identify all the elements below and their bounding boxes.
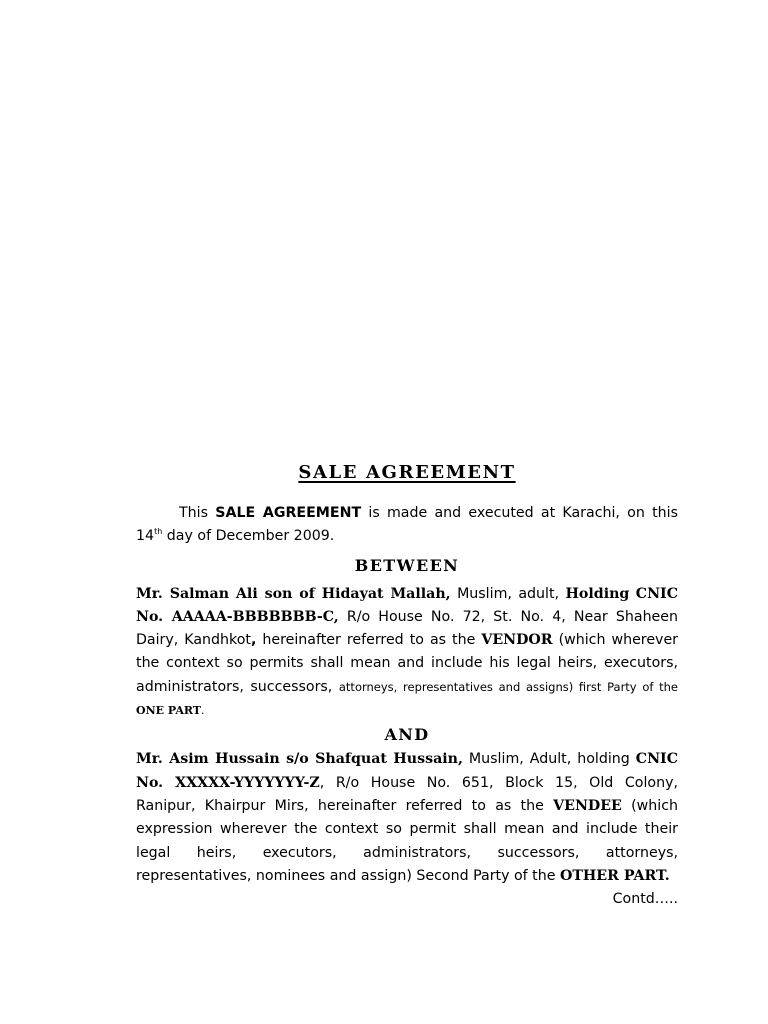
vendor-cnic: CNIC No. AAAAA-BBBBBBB-C, <box>136 585 678 625</box>
vendor-comma: , <box>251 632 257 649</box>
intro-text: day of December 2009. <box>162 528 335 545</box>
vendee-text: (which expression wherever the context so permit shall mean and include their legal heirs, executors, administrators, successors, attorneys, representatives, nominees and assign) Second Party of the <box>136 797 678 884</box>
vendor-name: Mr. Salman Ali son of Hidayat Mallah, <box>136 585 451 602</box>
vendor-text: hereinafter referred to as the <box>256 632 482 649</box>
continued-note: Contd….. <box>612 891 678 908</box>
document-title: SALE AGREEMENT <box>298 462 516 483</box>
vendee-text: Muslim, Adult, holding <box>462 751 636 768</box>
vendor-text-small: attorneys, representatives and assigns) first Party of the <box>338 679 678 694</box>
date-ordinal-suffix: th <box>154 527 163 537</box>
vendor-role: VENDOR <box>481 632 553 649</box>
intro-text: This <box>179 505 216 521</box>
between-heading: BETWEEN <box>354 555 460 575</box>
vendor-text: R/o House No. 72, St. No. 4, Near Shaheen Dairy, Kandhkot <box>136 608 679 649</box>
intro-text: is made and executed at Karachi, on this 14 <box>136 505 678 545</box>
vendor-paragraph <box>136 583 678 723</box>
vendee-name: Mr. Asim Hussain s/o Shafquat Hussain, <box>136 751 463 768</box>
vendee-role: VENDEE <box>553 797 622 814</box>
intro-paragraph <box>136 502 678 549</box>
vendor-text: Muslim, adult, <box>450 585 566 602</box>
vendor-period: . <box>201 704 205 718</box>
vendee-cnic: CNIC No. XXXXX-YYYYYYY-Z <box>136 751 678 791</box>
vendee-paragraph <box>136 748 678 888</box>
and-heading: AND <box>384 725 430 745</box>
vendor-text: (which wherever the context so permits shall mean and include his legal heirs, executors, administrators, successors, <box>136 632 679 695</box>
vendee-part: OTHER PART. <box>559 867 670 884</box>
vendor-holding: Holding <box>565 585 630 602</box>
intro-agreement-term: SALE AGREEMENT <box>215 505 362 521</box>
vendor-part: ONE PART <box>136 704 201 718</box>
document-body <box>136 460 678 911</box>
vendee-text: , R/o House No. 651, Block 15, Old Colony, Ranipur, Khairpur Mirs, hereinafter referred to as the <box>136 774 678 814</box>
